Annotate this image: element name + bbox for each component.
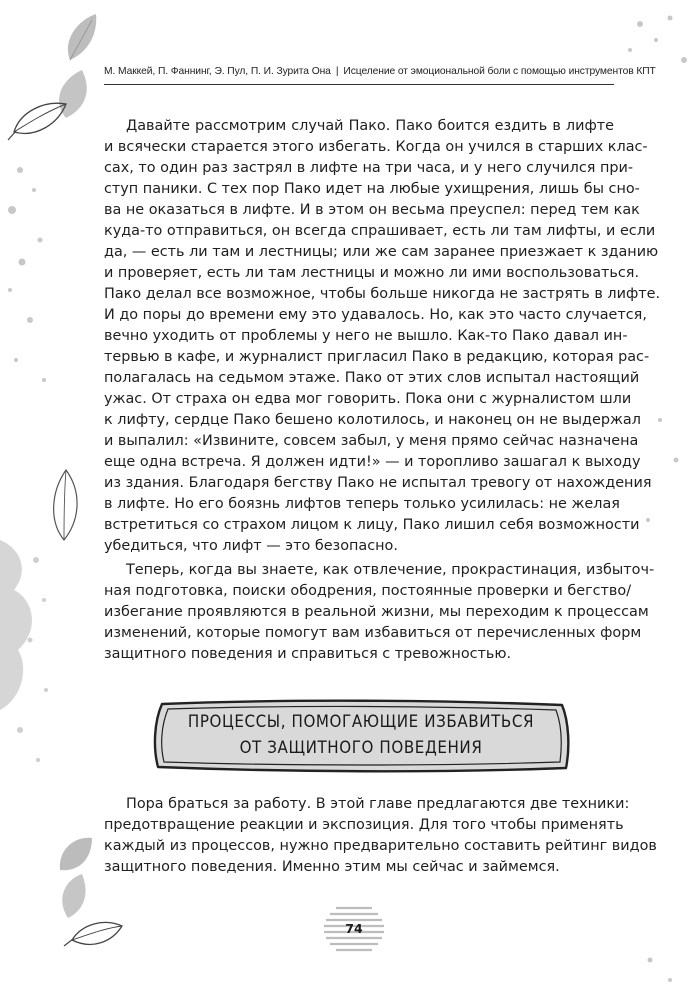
text-line: и выпалил: «Извините, совсем забыл, у меня прямо сейчас назначена [104, 433, 639, 449]
paragraph-paco-case [104, 116, 661, 557]
text-line: ужас. От страха он едва мог говорить. Пока они с журналистом шли [104, 391, 632, 407]
header-separator: | [335, 66, 339, 77]
text-line: вечно уходить от проблемы у него не вышло. Как-то Пако давал ин- [104, 328, 628, 344]
leaf-icon [68, 14, 96, 60]
text-line: защитного поведения и справиться с тревожностью. [104, 646, 512, 662]
text-line: ступ паники. С тех пор Пако идет на любые ухищрения, лишь бы сно- [104, 181, 640, 197]
text-line: к лифту, сердце Пако бешено колотилось, и наконец он не выдержал [104, 412, 641, 428]
text-line: ва не оказаться в лифте. И в этом он весьма преуспел: перед тем как [104, 202, 640, 218]
leaf-icon [59, 70, 87, 118]
text-line: ная подготовка, поиски ободрения, постоянные проверки и бегство/ [104, 583, 632, 599]
text-line: еще одна встреча. Я должен идти!» — и торопливо зашагал к выходу [104, 454, 641, 470]
text-line: Пако делал все возможное, чтобы больше никогда не застрять в лифте. [104, 286, 661, 302]
text-line: И до поры до времени ему это удавалось. Но, как это часто случается, [104, 307, 647, 323]
text-line: да, — есть ли там и лестницы; или же сам заранее приезжает к зданию [104, 244, 659, 260]
page-number: 74 [345, 921, 363, 936]
ink-splash-icon [8, 167, 46, 382]
text-line: Теперь, когда вы знаете, как отвлечение, прокрастинация, избыточ- [126, 562, 655, 578]
text-line: полагалась на седьмом этаже. Пако от этих слов испытал настоящий [104, 370, 640, 386]
section-heading [148, 696, 574, 776]
text-line: и всячески старается этого избегать. Когда он учился в старших клас- [104, 139, 648, 155]
leaf-icon [60, 838, 92, 870]
paragraph-transition [104, 560, 655, 665]
ink-splash-icon [0, 540, 48, 762]
header-rule [104, 84, 614, 85]
header-book-title: Исцеление от эмоциональной боли с помощью инструментов КПТ [343, 66, 656, 77]
leaf-icon [62, 874, 85, 918]
leaf-outline-icon [64, 922, 122, 946]
leaf-outline-icon [54, 470, 77, 540]
text-line: куда-то отправиться, он всегда спрашивает, есть ли там лифты, и если [104, 223, 656, 239]
text-line: предотвращение реакции и экспозиция. Для того чтобы применять [104, 817, 624, 833]
text-line: встретиться со страхом лицом к лицу, Пако лишил себя возможности [104, 517, 640, 533]
text-line: убедиться, что лифт — это безопасно. [104, 538, 398, 554]
text-line: в лифте. Но его боязнь лифтов теперь только усилилась: не желая [104, 496, 620, 512]
text-line: сах, то один раз застрял в лифте на три часа, и у него случился при- [104, 160, 634, 176]
text-line: Пора браться за работу. В этой главе предлагаются две техники: [126, 796, 630, 812]
running-header [104, 66, 656, 77]
text-line: Давайте рассмотрим случай Пако. Пако боится ездить в лифте [126, 118, 614, 134]
section-heading-line-2: ОТ ЗАЩИТНОГО ПОВЕДЕНИЯ [239, 737, 483, 757]
text-line: и проверяет, есть ли там лестницы и можно ли ими воспользоваться. [104, 265, 640, 281]
header-authors: М. Маккей, П. Фаннинг, Э. Пул, П. И. Зурита Она [104, 66, 331, 77]
text-line: изменений, которые помогут вам избавиться от перечисленных форм [104, 625, 642, 641]
text-line: каждый из процессов, нужно предварительно составить рейтинг видов [104, 838, 657, 854]
paragraph-getting-started [104, 794, 657, 878]
leaf-outline-icon [8, 103, 66, 140]
text-line: из здания. Благодаря бегству Пако не испытал тревогу от нахождения [104, 475, 652, 491]
text-line: избегание проявляются в реальной жизни, мы переходим к процессам [104, 604, 649, 620]
section-heading-line-1: ПРОЦЕССЫ, ПОМОГАЮЩИЕ ИЗБАВИТЬСЯ [187, 711, 535, 731]
text-line: тервью в кафе, и журналист пригласил Пако в редакцию, которая рас- [104, 349, 650, 365]
text-line: защитного поведения. Именно этим мы сейчас и займемся. [104, 859, 560, 875]
